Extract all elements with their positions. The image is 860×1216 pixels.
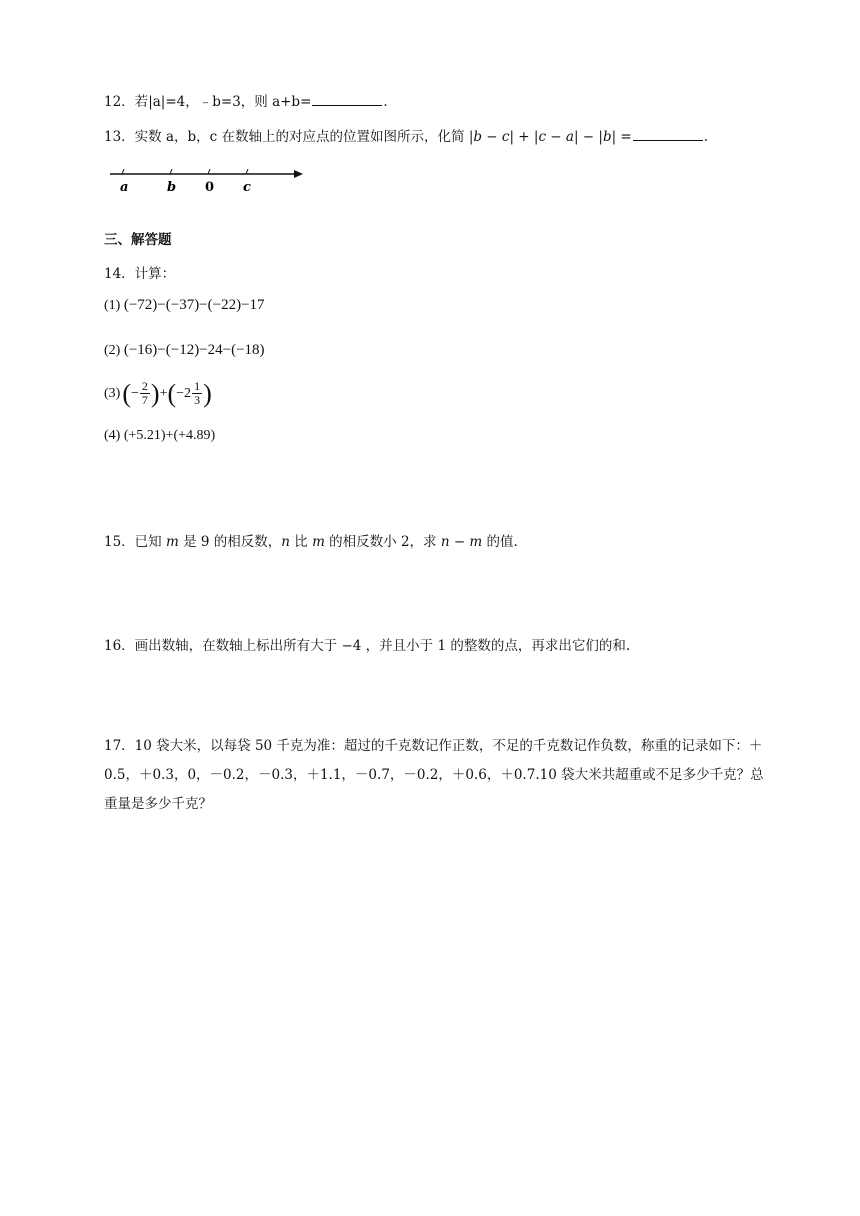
q15-expression: n − m	[440, 534, 483, 550]
number-line-figure	[108, 160, 308, 196]
fraction-denominator: 3	[194, 393, 201, 408]
q16-value: −4	[341, 638, 362, 654]
q15-text-2: 是 9 的相反数，	[178, 534, 282, 550]
q13-expression: |b − c| + |c − a| − |b|	[468, 129, 617, 145]
q12-prefix: 12．若	[104, 94, 149, 110]
fraction-numerator: 2	[141, 379, 148, 393]
q14-part-4	[104, 428, 215, 444]
q15-var-n: n	[281, 534, 290, 550]
q16-text-2: ，并且小于 1 的整数的点，再求出它们的和.	[361, 638, 631, 654]
q15-var-m-2: m	[312, 534, 325, 550]
label-b: b	[167, 180, 177, 195]
q13-prefix: 13．实数 a，b，c 在数轴上的对应点的位置如图所示，化简	[104, 129, 469, 145]
q15-text-3: 比	[289, 534, 313, 550]
q14-p4-label: (4)	[104, 428, 121, 443]
fraction-1-3	[192, 380, 202, 407]
question-17: 17．10 袋大米，以每袋 50 千克为准：超过的千克数记作正数，不足的千克数记作负数，称重的记录如下：＋0.5，＋0.3，0，－0.2，－0.3，＋1.1，－0.7，－0.2，＋0.6，＋0.7.10 袋大米共超重或不足多少千克？总重量是多少千克？	[104, 738, 764, 812]
q14-p3-label: (3)	[104, 385, 121, 401]
q15-text-4: 的相反数小 2，求	[324, 534, 441, 550]
q14-part-2	[104, 342, 265, 359]
q14-p3-plus: +	[159, 385, 168, 401]
q15-var-m: m	[165, 534, 179, 550]
q14-part-1	[104, 297, 265, 314]
q16-text-1: 16．画出数轴，在数轴上标出所有大于	[104, 638, 342, 654]
question-13	[104, 125, 708, 145]
q13-suffix: .	[703, 129, 709, 145]
tick-a	[122, 169, 124, 174]
close-paren: )	[203, 378, 212, 408]
q12-suffix: .	[383, 94, 388, 110]
q14-p3-f1-sign: −	[131, 385, 139, 401]
question-15	[104, 530, 518, 550]
q12-abs: |a|=4	[148, 94, 186, 110]
tick-b	[170, 169, 172, 174]
q14-p4-expr: (+5.21)+(+4.89)	[123, 428, 216, 443]
q14-part-3	[104, 380, 212, 407]
fraction-numerator: 1	[194, 379, 201, 393]
q12-answer-blank[interactable]	[312, 93, 382, 106]
label-c: c	[243, 180, 251, 195]
q14-p2-label: (2)	[104, 343, 121, 358]
q15-text-5: 的值.	[482, 534, 518, 550]
q14-p1-expr: (−72)−(−37)−(−22)−17	[123, 297, 265, 313]
tick-0	[208, 169, 210, 174]
open-paren: (	[122, 378, 131, 408]
fraction-2-7	[140, 380, 150, 407]
question-16	[104, 634, 630, 654]
q13-answer-blank[interactable]	[633, 128, 703, 141]
q14-p3-f2-sign: −2	[176, 385, 192, 401]
q15-text-1: 15．已知	[104, 534, 166, 550]
q14-p1-label: (1)	[104, 298, 121, 313]
close-paren: )	[150, 378, 160, 408]
section-3-heading: 三、解答题	[104, 232, 172, 248]
fraction-denominator: 7	[141, 393, 148, 408]
label-a: a	[120, 180, 129, 195]
number-line-arrow	[294, 170, 303, 178]
question-12	[104, 90, 388, 110]
q14-p2-expr: (−16)−(−12)−24−(−18)	[123, 342, 265, 358]
q13-eq: =	[616, 129, 632, 145]
q12-mid: ，﹣b=3，则 a+b=	[185, 94, 312, 110]
tick-c	[246, 169, 248, 174]
label-0: 0	[205, 180, 215, 195]
question-14-title: 14．计算：	[104, 266, 176, 282]
open-paren: (	[167, 378, 177, 408]
